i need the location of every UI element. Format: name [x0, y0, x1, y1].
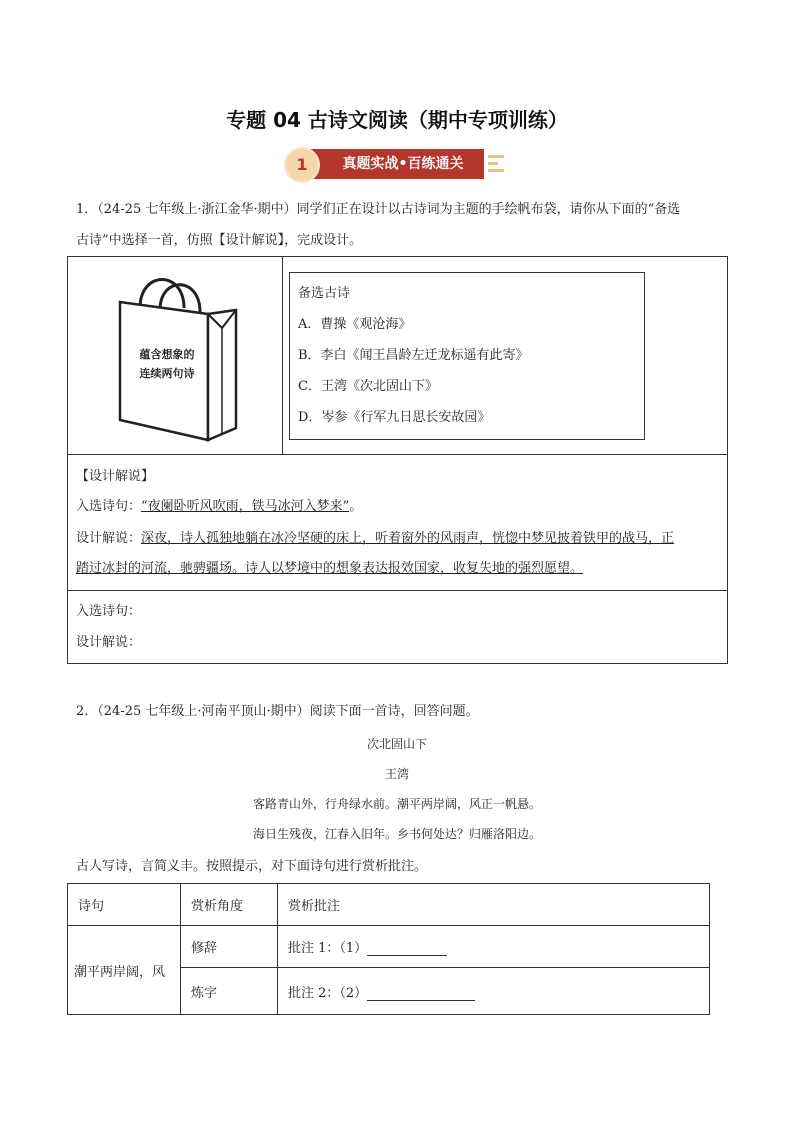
example-selected-label: 入选诗句： — [76, 499, 142, 514]
q1-stem-line2: 古诗”中选择一首，仿照【设计解说】，完成设计。 — [76, 233, 363, 248]
example-explain-line1: 深夜，诗人孤独地躺在冰冷坚硬的床上，听着窗外的风雨声，恍惚中梦见披着铁甲的战马，正 — [141, 531, 675, 546]
answer-explain-label: 设计解说： — [76, 635, 142, 650]
header-line: 诗句 — [68, 884, 181, 926]
example-selected-end: 。 — [349, 499, 363, 514]
badge-number: 1 — [284, 147, 320, 183]
bag-label-line1: 蕴含想象的 — [139, 348, 195, 361]
option-d: D．岑参《行军九日思长安故园》 — [298, 410, 491, 425]
table-row — [68, 926, 710, 968]
answer-blank-1[interactable] — [367, 941, 447, 956]
badge-label: 真题实战•百练通关 — [342, 156, 464, 172]
options-title: 备选古诗 — [298, 286, 351, 301]
poem-line2: 海日生残夜，江春入旧年。乡书何处达？归雁洛阳边。 — [252, 827, 541, 841]
example-selected-value: “夜阑卧听风吹雨，铁马冰河入梦来” — [141, 499, 350, 514]
answer-blank-2[interactable] — [367, 986, 475, 1001]
note-cell-2 — [278, 968, 710, 1015]
example-header: 【设计解说】 — [76, 469, 155, 484]
note-label-1: 批注 1：（1） — [288, 941, 368, 956]
note-cell-1 — [278, 926, 710, 968]
table-divider — [67, 454, 727, 455]
angle-cell: 炼字 — [181, 968, 278, 1015]
example-explain — [76, 528, 674, 550]
table-header-row — [68, 884, 710, 926]
answer-selected-label: 入选诗句： — [76, 604, 142, 619]
example-selected — [76, 496, 362, 518]
badge-stripe — [488, 155, 504, 158]
bag-label-line2: 连续两句诗 — [139, 367, 195, 380]
header-angle: 赏析角度 — [181, 884, 278, 926]
badge-stripe — [488, 162, 498, 165]
option-a: A．曹操《观沧海》 — [298, 317, 412, 332]
poem-author: 王湾 — [384, 767, 409, 781]
page-title: 专题 04 古诗文阅读（期中专项训练） — [226, 108, 568, 132]
q2-instruction: 古人写诗，言简义丰。按照提示，对下面诗句进行赏析批注。 — [76, 859, 428, 874]
poem-line1: 客路青山外，行舟绿水前。潮平两岸阔，风正一帆悬。 — [252, 797, 541, 811]
poem-line-cell: 潮平两岸阔，风 — [68, 926, 181, 1015]
option-c: C．王湾《次北固山下》 — [298, 379, 438, 394]
header-note: 赏析批注 — [278, 884, 710, 926]
note-label-2: 批注 2：（2） — [288, 985, 368, 1001]
section-badge — [284, 146, 504, 182]
q2-stem: 2．（24-25 七年级上·河南平顶山·期中）阅读下面一首诗，回答问题。 — [76, 704, 479, 719]
example-explain-line2: 踏过冰封的河流，驰骋疆场。诗人以梦境中的想象表达报效国家，收复失地的强烈愿望。 — [76, 561, 584, 576]
option-b: B．李白《闻王昌龄左迁龙标遥有此寄》 — [298, 348, 529, 363]
table-divider — [282, 256, 283, 454]
poem-title: 次北固山下 — [366, 737, 427, 751]
q1-stem-line1: 1．（24-25 七年级上·浙江金华·期中）同学们正在设计以古诗词为主题的手绘帆布袋，请你从下面的“备选 — [76, 202, 681, 217]
angle-cell: 修辞 — [181, 926, 278, 968]
table-divider — [67, 590, 727, 591]
example-explain-label: 设计解说： — [76, 531, 142, 546]
badge-stripe — [488, 169, 504, 172]
annotation-table — [67, 883, 710, 1015]
